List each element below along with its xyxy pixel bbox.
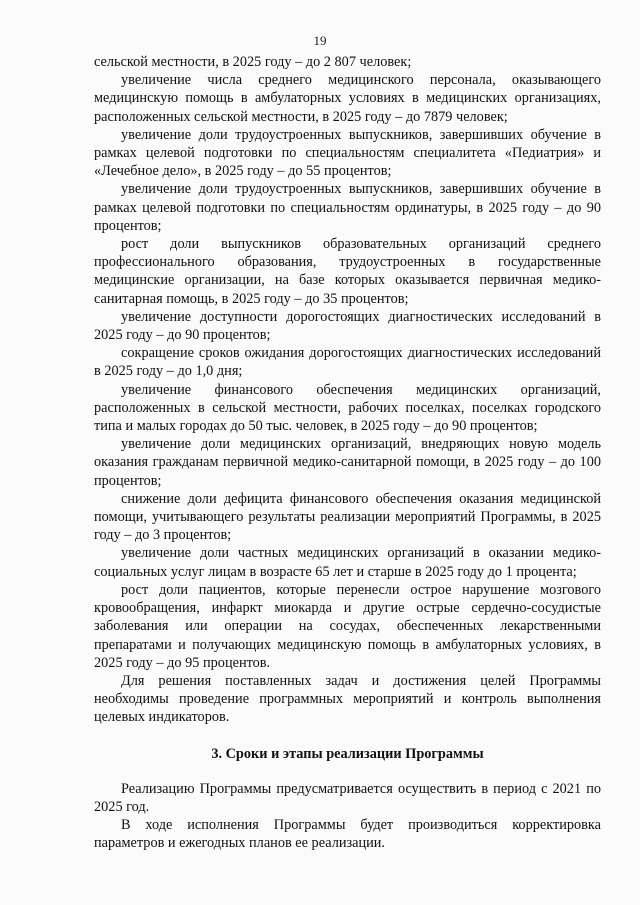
paragraph: увеличение числа среднего медицинского персонала, оказывающего медицинскую помощь в амбулаторных условиях в медицинских организациях, расположенных сельской местности, в 2025 году – до 7879 человек; xyxy=(94,72,601,125)
paragraph: рост доли выпускников образовательных организаций среднего профессионального образования, трудоустроенных в государственные медицинские организации, на базе которых оказывается первичная медико-санитарная помощь, в 2025 году – до 35 процентов; xyxy=(94,236,601,307)
paragraph: В ходе исполнения Программы будет производиться корректировка параметров и ежегодных планов ее реализации. xyxy=(94,817,601,852)
paragraph: увеличение доли трудоустроенных выпускников, завершивших обучение в рамках целевой подготовки по специальностям ординатуры, в 2025 году – до 90 процентов; xyxy=(94,181,601,234)
section-heading: 3. Сроки и этапы реализации Программы xyxy=(211,745,484,762)
paragraph: увеличение финансового обеспечения медицинских организаций, расположенных в сельской местности, рабочих поселках, поселках городского типа и малых городах до 50 тыс. человек, в 2025 году – до 90 процентов; xyxy=(94,381,601,435)
document-body xyxy=(94,53,601,853)
paragraph: снижение доли дефицита финансового обеспечения оказания медицинской помощи, учитывающего результаты реализации мероприятий Программы, в 2025 году – до 3 процентов; xyxy=(94,490,601,544)
paragraph: рост доли пациентов, которые перенесли острое нарушение мозгового кровообращения, инфаркт миокарда и другие острые сердечно-сосудистые заболевания или операции на сосудах, обеспеченных лекарственными препаратами и получающих медицинскую помощь в амбулаторных условиях, в 2025 году – до 95 процентов. xyxy=(94,581,601,671)
paragraph: увеличение доступности дорогостоящих диагностических исследований в 2025 году – до 90 процентов; xyxy=(94,308,601,344)
paragraph: увеличение доли частных медицинских организаций в оказании медико-социальных услуг лицам в возрасте 65 лет и старше в 2025 году до 1 процента; xyxy=(94,545,601,580)
paragraph: увеличение доли медицинских организаций, внедряющих новую модель оказания гражданам первичной медико-санитарной помощи, в 2025 году – до 100 процентов; xyxy=(94,436,601,489)
paragraph: сокращение сроков ожидания дорогостоящих диагностических исследований в 2025 году – до 1,0 дня; xyxy=(94,345,601,380)
paragraph: увеличение доли трудоустроенных выпускников, завершивших обучение в рамках целевой подготовки по специальностям специалитета «Педиатрия» и «Лечебное дело», в 2025 году – до 55 процентов; xyxy=(94,126,601,180)
page-number: 19 xyxy=(313,33,327,48)
paragraph: Для решения поставленных задач и достижения целей Программы необходимы проведение программных мероприятий и контроль выполнения целевых индикаторов. xyxy=(94,672,601,726)
paragraph: Реализацию Программы предусматривается осуществить в период с 2021 по 2025 год. xyxy=(94,780,601,815)
paragraph: сельской местности, в 2025 году – до 2 807 человек; xyxy=(94,54,412,70)
